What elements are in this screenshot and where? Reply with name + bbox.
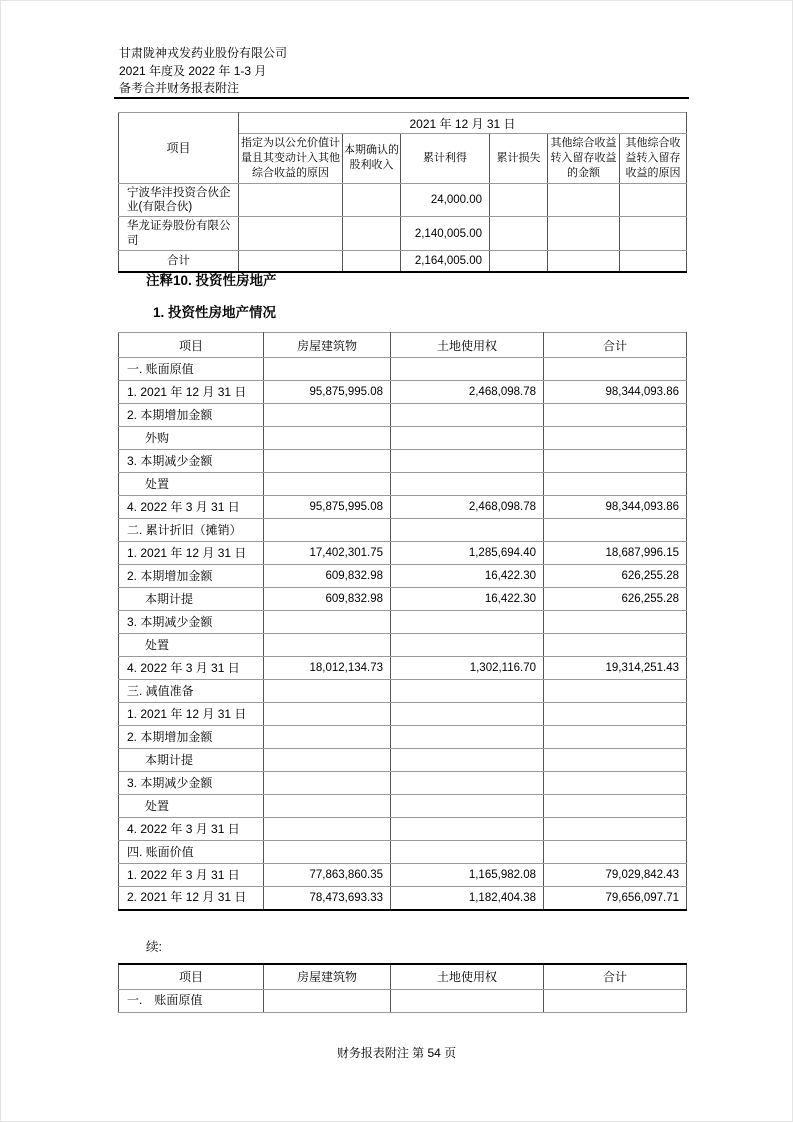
row-label: 4. 2022 年 3 月 31 日: [119, 818, 264, 841]
table-row: [119, 217, 687, 251]
table-row: [119, 427, 687, 450]
table-row: [119, 841, 687, 864]
cell-value: [391, 989, 544, 1012]
fv-col-dividend-income: 本期确认的股利收入: [343, 134, 401, 184]
row-label: 处置: [119, 634, 264, 657]
row-label: 二. 累计折旧（摊销）: [119, 519, 264, 542]
cell-value: [264, 634, 391, 657]
fv-col-reason-designated: 指定为以公允价值计量且其变动计入其他综合收益的原因: [239, 134, 343, 184]
fv-col-oci-reason: 其他综合收益转入留存收益的原因: [620, 134, 687, 184]
cell-value: 1,182,404.38: [391, 887, 544, 910]
cell-value: [264, 473, 391, 496]
cell-value: [391, 772, 544, 795]
report-title: 备考合并财务报表附注: [119, 81, 240, 95]
col-buildings: 房屋建筑物: [264, 964, 391, 989]
report-period: 2021 年度及 2022 年 1-3 月: [119, 63, 267, 78]
row-label: 华龙证券股份有限公司: [119, 217, 239, 251]
row-label: 四. 账面价值: [119, 841, 264, 864]
row-label: 合计: [119, 251, 239, 272]
cell-value: [548, 183, 620, 217]
row-label: 处置: [119, 473, 264, 496]
cell-value: [264, 358, 391, 381]
cell-value: [391, 841, 544, 864]
table-row: [119, 381, 687, 404]
investment-property-table: [118, 332, 687, 911]
col-total: 合计: [544, 964, 687, 989]
cell-value: 609,832.98: [264, 588, 391, 611]
cell-value: [544, 404, 687, 427]
cell-value: 609,832.98: [264, 565, 391, 588]
cell-value: [264, 703, 391, 726]
row-label: 一. 账面原值: [119, 358, 264, 381]
page-footer: 财务报表附注 第 54 页: [336, 1046, 457, 1060]
cell-value: 95,875,995.08: [264, 496, 391, 519]
row-label: 2. 本期增加金额: [119, 726, 264, 749]
col-total: 合计: [544, 333, 687, 358]
cell-value: [548, 217, 620, 251]
cell-value: 19,314,251.43: [544, 657, 687, 680]
cell-value: [264, 989, 391, 1012]
cell-value: [544, 427, 687, 450]
cell-value: 16,422.30: [391, 588, 544, 611]
row-label: 三. 减值准备: [119, 680, 264, 703]
cell-value: [544, 473, 687, 496]
table-row: [119, 634, 687, 657]
table-row: [119, 519, 687, 542]
cell-value: [264, 611, 391, 634]
cell-value: 24,000.00: [401, 183, 490, 217]
cell-value: [544, 634, 687, 657]
col-land-use-rights: 土地使用权: [391, 333, 544, 358]
cell-value: 98,344,093.86: [544, 496, 687, 519]
row-label: 1. 2021 年 12 月 31 日: [119, 542, 264, 565]
cell-value: [343, 251, 401, 272]
cell-value: [544, 680, 687, 703]
col-buildings: 房屋建筑物: [264, 333, 391, 358]
cell-value: [490, 217, 548, 251]
row-label: 一. 账面原值: [119, 989, 264, 1012]
cell-value: [544, 841, 687, 864]
investment-property-continued-table: [118, 963, 687, 1013]
continued-label: 续:: [146, 940, 162, 954]
cell-value: 626,255.28: [544, 565, 687, 588]
fv-col-oci-amount: 其他综合收益转入留存收益的金额: [548, 134, 620, 184]
cell-value: [343, 217, 401, 251]
fv-col-accumulated-gain: 累计利得: [401, 134, 490, 184]
row-label: 2. 本期增加金额: [119, 565, 264, 588]
cell-value: [264, 795, 391, 818]
continued-header-row: [119, 964, 687, 989]
cell-value: [391, 519, 544, 542]
cell-value: [391, 726, 544, 749]
row-label: 外购: [119, 427, 264, 450]
table-row: [119, 611, 687, 634]
cell-value: 626,255.28: [544, 588, 687, 611]
table-row: [119, 358, 687, 381]
table-row: [119, 989, 687, 1012]
cell-value: [544, 358, 687, 381]
cell-value: 2,468,098.78: [391, 496, 544, 519]
cell-value: [620, 251, 687, 272]
cell-value: [490, 183, 548, 217]
cell-value: 17,402,301.75: [264, 542, 391, 565]
cell-value: [239, 183, 343, 217]
cell-value: 2,468,098.78: [391, 381, 544, 404]
cell-value: [391, 680, 544, 703]
col-item: 项目: [119, 964, 264, 989]
cell-value: [264, 726, 391, 749]
table-row: [119, 749, 687, 772]
cell-value: [544, 726, 687, 749]
cell-value: [391, 634, 544, 657]
row-label: 3. 本期减少金额: [119, 772, 264, 795]
cell-value: [264, 749, 391, 772]
cell-value: [264, 519, 391, 542]
cell-value: [343, 183, 401, 217]
row-label: 2. 本期增加金额: [119, 404, 264, 427]
fv-date-header: 2021 年 12 月 31 日: [239, 113, 687, 134]
cell-value: [620, 183, 687, 217]
header-divider: [114, 97, 689, 99]
table-row: [119, 680, 687, 703]
cell-value: [544, 772, 687, 795]
row-label: 2. 2021 年 12 月 31 日: [119, 887, 264, 910]
cell-value: [391, 703, 544, 726]
fv-header-row-1: [119, 113, 687, 134]
cell-value: [544, 611, 687, 634]
cell-value: [544, 989, 687, 1012]
row-label: 3. 本期减少金额: [119, 611, 264, 634]
row-label: 1. 2022 年 3 月 31 日: [119, 864, 264, 887]
table-row: [119, 565, 687, 588]
cell-value: [391, 358, 544, 381]
cell-value: [391, 450, 544, 473]
cell-value: [544, 795, 687, 818]
cell-value: 95,875,995.08: [264, 381, 391, 404]
cell-value: 98,344,093.86: [544, 381, 687, 404]
col-item: 项目: [119, 333, 264, 358]
row-label: 本期计提: [119, 749, 264, 772]
company-name: 甘肃陇神戎发药业股份有限公司: [119, 46, 288, 60]
cell-value: [620, 217, 687, 251]
cell-value: 2,164,005.00: [401, 251, 490, 272]
table-row: [119, 726, 687, 749]
row-label: 4. 2022 年 3 月 31 日: [119, 496, 264, 519]
cell-value: 1,165,982.08: [391, 864, 544, 887]
cell-value: [264, 841, 391, 864]
cell-value: 77,863,860.35: [264, 864, 391, 887]
property-header-row: [119, 333, 687, 358]
cell-value: [239, 217, 343, 251]
cell-value: [544, 703, 687, 726]
table-row: [119, 183, 687, 217]
cell-value: 2,140,005.00: [401, 217, 490, 251]
cell-value: 1,302,116.70: [391, 657, 544, 680]
cell-value: 79,029,842.43: [544, 864, 687, 887]
table-row: [119, 588, 687, 611]
table-row: [119, 496, 687, 519]
cell-value: [391, 473, 544, 496]
table-row: [119, 795, 687, 818]
fv-col-accumulated-loss: 累计损失: [490, 134, 548, 184]
cell-value: [544, 749, 687, 772]
note-10-title: 注释10. 投资性房地产: [146, 273, 277, 288]
row-label: 1. 2021 年 12 月 31 日: [119, 703, 264, 726]
cell-value: [391, 427, 544, 450]
cell-value: [264, 772, 391, 795]
note-10-subtitle: 1. 投资性房地产情况: [153, 305, 277, 320]
table-row: [119, 772, 687, 795]
fair-value-table: [118, 112, 687, 273]
cell-value: 18,012,134.73: [264, 657, 391, 680]
table-row: [119, 818, 687, 841]
cell-value: [391, 749, 544, 772]
cell-value: [264, 450, 391, 473]
cell-value: [544, 519, 687, 542]
table-row: [119, 473, 687, 496]
cell-value: 18,687,996.15: [544, 542, 687, 565]
row-label: 宁波华沣投资合伙企业(有限合伙): [119, 183, 239, 217]
cell-value: 79,656,097.71: [544, 887, 687, 910]
table-row: [119, 404, 687, 427]
row-label: 1. 2021 年 12 月 31 日: [119, 381, 264, 404]
table-row: [119, 864, 687, 887]
cell-value: [490, 251, 548, 272]
document-header: [119, 45, 287, 98]
table-row: [119, 703, 687, 726]
row-label: 3. 本期减少金额: [119, 450, 264, 473]
cell-value: [391, 795, 544, 818]
cell-value: [544, 818, 687, 841]
cell-value: 78,473,693.33: [264, 887, 391, 910]
cell-value: [264, 427, 391, 450]
cell-value: [264, 680, 391, 703]
cell-value: [544, 450, 687, 473]
table-row: [119, 450, 687, 473]
row-label: 处置: [119, 795, 264, 818]
cell-value: [391, 611, 544, 634]
table-row: [119, 887, 687, 910]
cell-value: [391, 818, 544, 841]
cell-value: [391, 404, 544, 427]
table-row: [119, 657, 687, 680]
col-land-use-rights: 土地使用权: [391, 964, 544, 989]
fv-col-item: 项目: [119, 113, 239, 184]
row-label: 4. 2022 年 3 月 31 日: [119, 657, 264, 680]
row-label: 本期计提: [119, 588, 264, 611]
cell-value: [264, 404, 391, 427]
cell-value: 16,422.30: [391, 565, 544, 588]
cell-value: [548, 251, 620, 272]
cell-value: 1,285,694.40: [391, 542, 544, 565]
cell-value: [264, 818, 391, 841]
table-row: [119, 542, 687, 565]
